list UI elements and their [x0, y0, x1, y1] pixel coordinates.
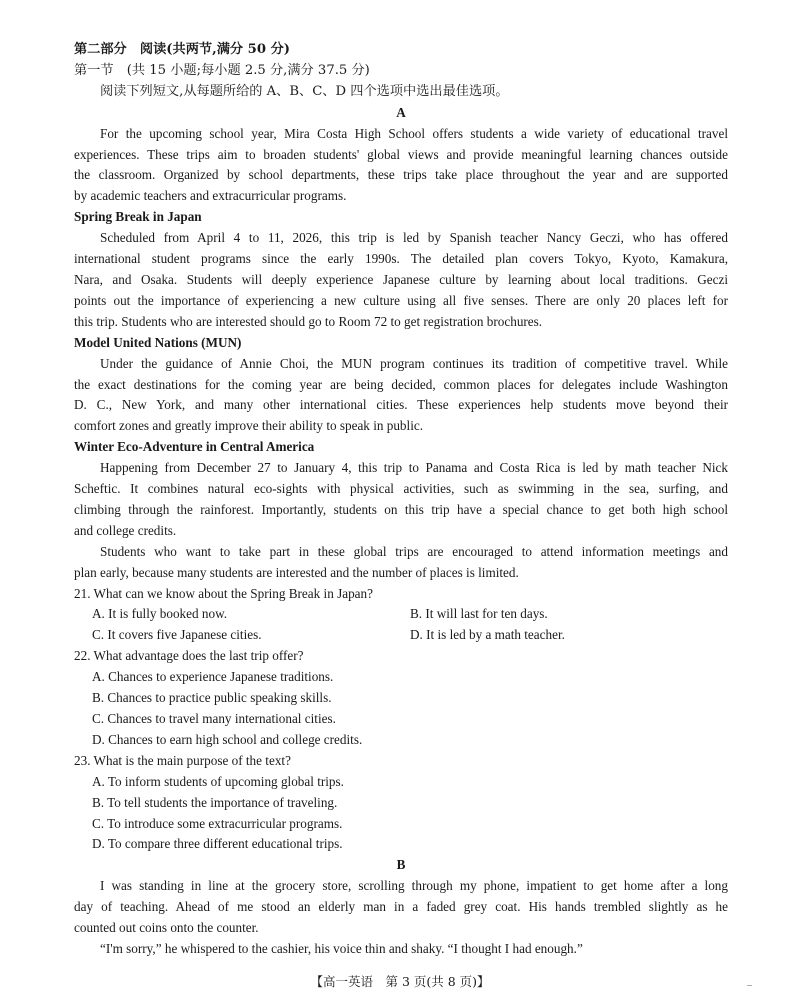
text-line: this trip. Students who are interested should go to Room 72 to get registration brochures. [74, 313, 543, 329]
option-c: C. It covers five Japanese cities. [92, 627, 262, 643]
text-line: international student programs since the early 1990s. The detailed plan covers Tokyo, Kyoto, Kamakura, [74, 251, 728, 267]
option-a: A. Chances to experience Japanese traditions. [92, 669, 334, 685]
option-d: D. To compare three different educational trips. [92, 836, 343, 852]
text-line: by academic teachers and extracurricular programs. [74, 188, 347, 204]
question-21 [74, 584, 728, 647]
text-line: the classroom. Organized by school departments, these trips take place throughout the year and are supported [74, 167, 728, 183]
corner-mark: – [747, 980, 752, 991]
question-23 [74, 751, 728, 856]
option-row [74, 604, 728, 625]
passage-a-intro [74, 124, 728, 208]
question-stem: 23. What is the main purpose of the text? [74, 752, 291, 768]
option-b: B. To tell students the importance of traveling. [92, 794, 338, 810]
exam-page [74, 40, 728, 960]
option-c: C. To introduce some extracurricular programs. [92, 815, 343, 831]
text-line: Under the guidance of Annie Choi, the MUN program continues its tradition of competitive travel. While [100, 355, 728, 371]
text-line: Students who want to take part in these global trips are encouraged to attend information meetings and [100, 543, 728, 559]
page-footer: 【高一英语 第 3 页(共 8 页)】 [310, 974, 490, 989]
text-line: Scheduled from April 4 to 11, 2026, this trip is led by Spanish teacher Nancy Geczi, who has offered [100, 230, 728, 246]
passage-a-closing [74, 542, 728, 584]
text-line: Happening from December 27 to January 4, this trip to Panama and Costa Rica is led by math teacher Nick [100, 460, 728, 476]
section-body-mun [74, 354, 728, 438]
text-line: points out the importance of experiencing a new culture using all five senses. There are only 20 places left for [74, 292, 728, 308]
text-line: Scheftic. It combines natural eco-sights with physical activities, such as swimming in the sea, surfing, and [74, 481, 728, 497]
passage-b-body [74, 876, 728, 960]
option-d: D. It is led by a math teacher. [410, 627, 565, 643]
section-heading: 第一节 (共 15 小题;每小题 2.5 分,满分 37.5 分) [74, 62, 370, 78]
section-title-spring-break: Spring Break in Japan [74, 209, 202, 225]
text-line: the exact destinations for the coming year are being decided, common places for delegates include Washington [74, 376, 728, 392]
instruction: 阅读下列短文,从每题所给的 A、B、C、D 四个选项中选出最佳选项。 [100, 83, 509, 99]
option-c: C. Chances to travel many international cities. [92, 711, 336, 726]
section-body-winter-eco [74, 458, 728, 542]
option-b: B. It will last for ten days. [410, 606, 548, 622]
section-title-mun: Model United Nations (MUN) [74, 334, 242, 350]
question-stem: 22. What advantage does the last trip offer? [74, 648, 304, 664]
text-line: counted out coins onto the counter. [74, 920, 259, 936]
text-line: For the upcoming school year, Mira Costa High School offers students a wide variety of educational travel [100, 125, 728, 141]
section-title-winter-eco: Winter Eco-Adventure in Central America [74, 439, 315, 455]
text-line: climbing through the rainforest. Importantly, students on this trip have a special chance to get both high school [74, 501, 728, 517]
passage-a-letter: A [396, 104, 406, 120]
option-row [74, 625, 728, 646]
option-d: D. Chances to earn high school and college credits. [92, 731, 363, 747]
text-line: Nara, and Osaka. Students will deeply experience Japanese culture by learning about local traditions. Geczi [74, 271, 728, 287]
part-heading: 第二部分 阅读(共两节,满分 50 分) [74, 42, 291, 57]
option-b: B. Chances to practice public speaking skills. [92, 690, 332, 706]
text-line: experiences. These trips aim to broaden students' global views and provide meaningful learning chances outside [74, 146, 728, 162]
text-line: day of teaching. Ahead of me stood an elderly man in a faded grey coat. His hands trembled slightly as he [74, 899, 728, 915]
text-line: and college credits. [74, 522, 177, 538]
text-line: plan early, because many students are interested and the number of places is limited. [74, 564, 519, 580]
question-stem: 21. What can we know about the Spring Break in Japan? [74, 585, 373, 601]
option-a: A. To inform students of upcoming global trips. [92, 773, 344, 789]
text-line: I was standing in line at the grocery store, scrolling through my phone, impatient to get home after a long [100, 878, 728, 894]
question-22 [74, 646, 728, 751]
text-line: D. C., New York, and many other international cities. These experiences help students move beyond their [74, 397, 728, 413]
text-line: comfort zones and greatly improve their ability to speak in public. [74, 418, 424, 434]
passage-b-letter: B [396, 857, 406, 873]
section-body-spring-break [74, 228, 728, 333]
option-a: A. It is fully booked now. [92, 606, 228, 622]
text-line: “I'm sorry,” he whispered to the cashier, his voice thin and shaky. “I thought I had enough.” [100, 940, 583, 956]
